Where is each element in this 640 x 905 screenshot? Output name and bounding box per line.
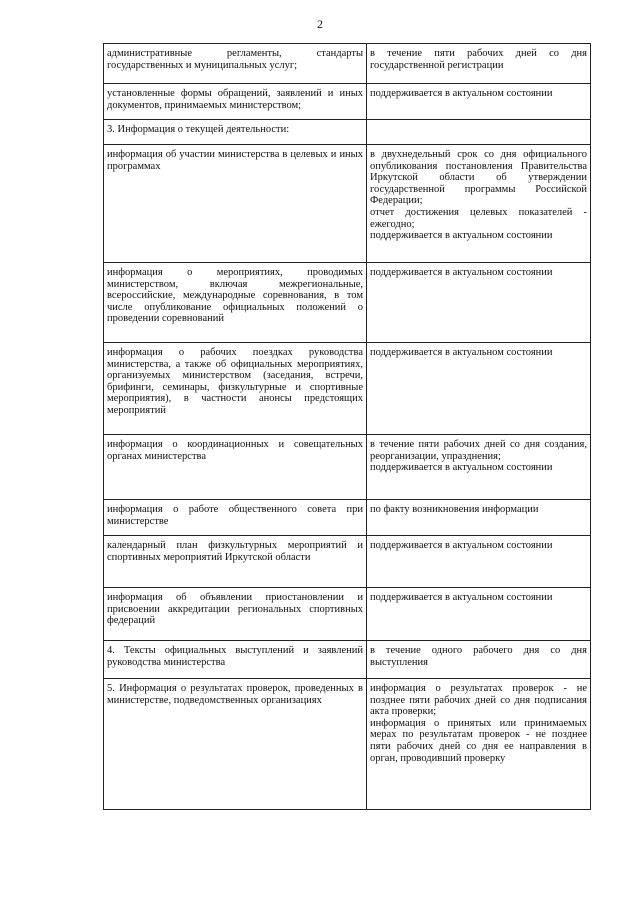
info-type-cell-text: 3. Информация о текущей деятельности: bbox=[107, 124, 290, 135]
deadline-cell bbox=[367, 536, 591, 588]
deadline-cell bbox=[367, 145, 591, 263]
deadline-cell bbox=[367, 84, 591, 120]
table-row bbox=[104, 120, 591, 145]
info-type-cell-text: административные регламенты, стандарты государственных и муниципальных услуг; bbox=[107, 48, 363, 71]
table-row bbox=[104, 343, 591, 435]
deadline-cell bbox=[367, 44, 591, 84]
table-row bbox=[104, 84, 591, 120]
deadline-cell bbox=[367, 435, 591, 500]
table-row bbox=[104, 679, 591, 810]
info-type-cell-text: информация о рабочих поездках руководства министерства, а также об официальных мероприятиях, организуемых министерством (заседания, встречи, брифинги, семинары, физкультурные и спортивные мероприятия), в частности анонсы предстоящих мероприятий bbox=[107, 347, 363, 416]
deadline-cell-text: поддерживается в актуальном состоянии bbox=[370, 462, 553, 474]
deadline-cell-text: в двухнедельный срок со дня официального опубликования постановления Правительства Иркутской области об утверждении государственной программы Российской Федерации; bbox=[370, 149, 587, 207]
info-type-cell-text: информация об участии министерства в целевых и иных программах bbox=[107, 149, 363, 172]
info-type-cell bbox=[104, 679, 367, 810]
deadline-cell-text: поддерживается в актуальном состоянии bbox=[370, 230, 553, 242]
info-type-cell-text: информация об объявлении приостановлении и присвоении аккредитации региональных спортивных федераций bbox=[107, 592, 363, 627]
info-type-cell bbox=[104, 120, 367, 145]
info-type-cell bbox=[104, 536, 367, 588]
schedule-table-body bbox=[104, 44, 591, 810]
deadline-cell-text: в течение одного рабочего дня со дня выступления bbox=[370, 645, 587, 668]
deadline-cell-text: информация о принятых или принимаемых мерах по результатам проверок - не позднее пяти рабочих дней со дня ее направления в орган, проводивший проверку bbox=[370, 717, 587, 764]
table-row bbox=[104, 641, 591, 679]
info-type-cell-text: календарный план физкультурных мероприятий и спортивных мероприятий Иркутской области bbox=[107, 540, 363, 563]
info-type-cell bbox=[104, 343, 367, 435]
deadline-cell bbox=[367, 263, 591, 343]
deadline-cell bbox=[367, 679, 591, 810]
info-type-cell-text: информация о мероприятиях, проводимых министерством, включая межрегиональные, всероссийские, международные соревнования, в том числе опубликование официальных положений о проведении соревнований bbox=[107, 267, 363, 325]
deadline-cell-text: поддерживается в актуальном состоянии bbox=[370, 540, 553, 551]
table-row bbox=[104, 263, 591, 343]
deadline-cell bbox=[367, 500, 591, 536]
deadline-cell bbox=[367, 588, 591, 641]
table-row bbox=[104, 536, 591, 588]
info-type-cell-text: 4. Тексты официальных выступлений и заявлений руководства министерства bbox=[107, 645, 363, 668]
info-type-cell bbox=[104, 641, 367, 679]
table-row bbox=[104, 500, 591, 536]
table-row bbox=[104, 435, 591, 500]
deadline-cell-text: поддерживается в актуальном состоянии bbox=[370, 88, 553, 99]
deadline-cell-text: поддерживается в актуальном состоянии bbox=[370, 592, 553, 603]
deadline-cell-text: в течение пяти рабочих дней со дня создания, реорганизации, упразднения; bbox=[370, 439, 587, 462]
deadline-cell-text: поддерживается в актуальном состоянии bbox=[370, 347, 553, 358]
table-row bbox=[104, 588, 591, 641]
info-type-cell bbox=[104, 84, 367, 120]
deadline-cell bbox=[367, 120, 591, 145]
info-type-cell-text: информация о работе общественного совета при министерстве bbox=[107, 504, 363, 527]
page-number: 2 bbox=[317, 17, 323, 31]
info-type-cell bbox=[104, 435, 367, 500]
table-row bbox=[104, 44, 591, 84]
deadline-cell-text: поддерживается в актуальном состоянии bbox=[370, 267, 553, 278]
deadline-cell bbox=[367, 343, 591, 435]
info-type-cell bbox=[104, 44, 367, 84]
info-type-cell bbox=[104, 145, 367, 263]
info-type-cell-text: 5. Информация о результатах проверок, проведенных в министерстве, подведомственных организациях bbox=[107, 683, 363, 706]
info-type-cell bbox=[104, 588, 367, 641]
info-type-cell bbox=[104, 500, 367, 536]
info-type-cell-text: информация о координационных и совещательных органах министерства bbox=[107, 439, 363, 462]
deadline-cell-text: в течение пяти рабочих дней со дня государственной регистрации bbox=[370, 48, 587, 71]
deadline-cell-text: информация о результатах проверок - не позднее пяти рабочих дней со дня подписания акта проверки; bbox=[370, 683, 587, 718]
info-type-cell-text: установленные формы обращений, заявлений и иных документов, принимаемых министерством; bbox=[107, 88, 363, 111]
deadline-cell-text: по факту возникновения информации bbox=[370, 504, 539, 515]
info-type-cell bbox=[104, 263, 367, 343]
deadline-cell bbox=[367, 641, 591, 679]
deadline-cell-text: отчет достижения целевых показателей - ежегодно; bbox=[370, 206, 587, 230]
table-row bbox=[104, 145, 591, 263]
schedule-table bbox=[103, 43, 591, 810]
